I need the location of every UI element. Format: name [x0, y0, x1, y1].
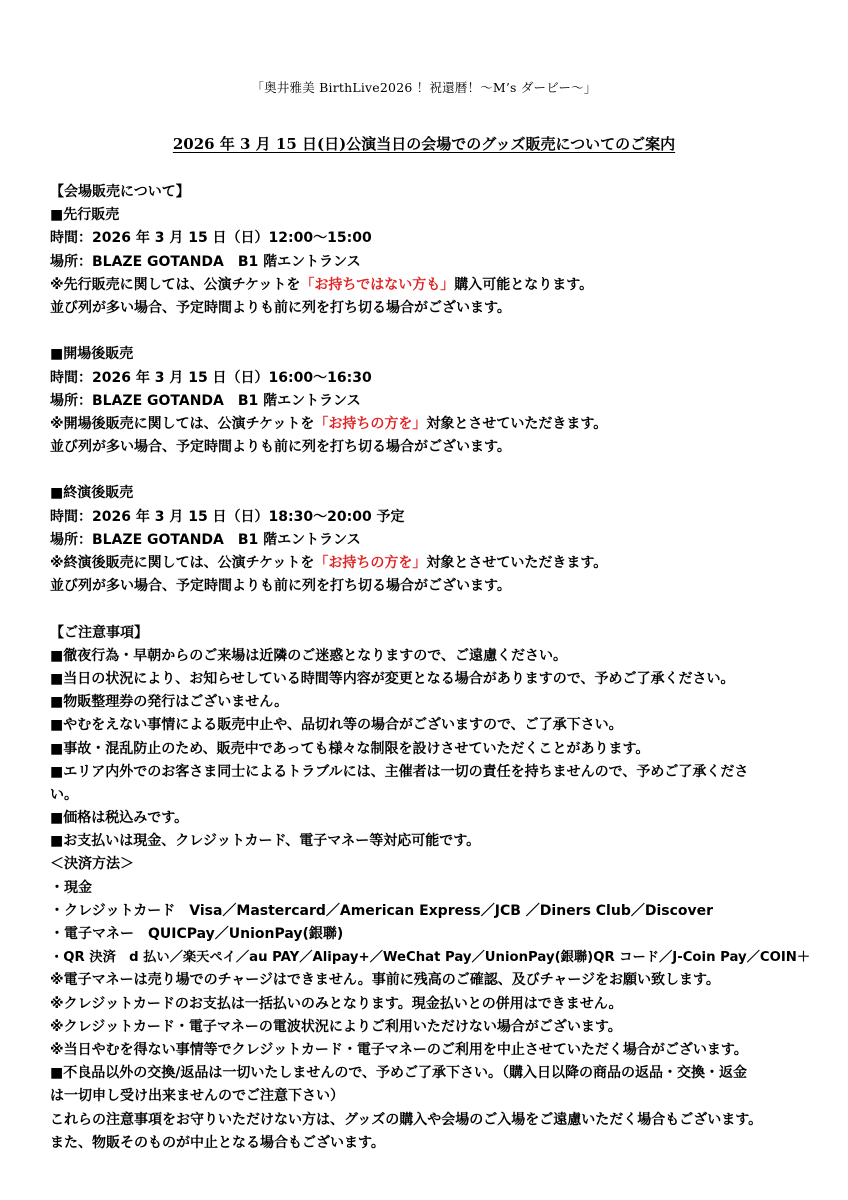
presale-note-pre: ※先行販売に関しては、公演チケットを	[50, 276, 301, 293]
presale-note-highlight: 「お持ちではない方も」	[300, 276, 455, 293]
after-show-note-pre: ※終演後販売に関しては、公演チケットを	[50, 555, 315, 571]
payment-note: ※電子マネーは売り場でのチャージはできません。事前に残高のご確認、及びチャージをお願い致します。	[50, 972, 720, 989]
presale-time: 時間：2026 年 3 月 15 日（日）12:00～15:00	[50, 230, 372, 247]
closing-note: また、物販そのものが中止となる場合もございます。	[50, 1134, 385, 1151]
after-open-ticket-note	[50, 413, 820, 436]
closing-note: これらの注意事項をお守りいただけない方は、グッズの購入や会場のご入場をご遠慮いただく場合もございます。	[50, 1111, 763, 1128]
note-item: ■やむをえない事情による販売中止や、品切れ等の場合がございますので、ご了承下さい。	[50, 717, 623, 734]
presale-note-post: 購入可能となります。	[454, 276, 594, 293]
payment-method-item: ・現金	[50, 879, 92, 896]
after-show-note-post: 対象とさせていただきます。	[426, 555, 608, 571]
note-item: ■当日の状況により、お知らせしている時間等内容が変更となる場合がありますので、予めご了承ください。	[50, 670, 735, 687]
note-item: い。	[50, 786, 78, 803]
document-heading-text: 2026 年 3 月 15 日(日)公演当日の会場でのグッズ販売についてのご案内	[172, 135, 676, 153]
after-open-heading: ■開場後販売	[50, 346, 134, 363]
payment-method-item: ・QR 決済 d 払い／楽天ペイ／au PAY／Alipay+／WeChat Pay／UnionPay(銀聯)QR コード／J-Coin Pay／COIN＋	[50, 950, 811, 966]
after-show-heading: ■終演後販売	[50, 485, 134, 502]
note-item: ■事故・混乱防止のため、販売中であっても様々な制限を設けさせていただくことがあります。	[50, 740, 650, 757]
event-title: 「奥井雅美 BirthLive2026 ！祝還暦！～M’s ダービー～」	[251, 80, 597, 95]
document-heading	[0, 133, 848, 154]
payment-note: ■不良品以外の交換/返品は一切いたしませんので、予めご了承下さい。（購入日以降の商品の返品・交換・返金	[50, 1065, 748, 1082]
presale-place: 場所：BLAZE GOTANDA B1 階エントランス	[50, 253, 361, 270]
venue-sales-section-title: 【会場販売について】	[50, 184, 190, 200]
note-item: ■徹夜行為・早朝からのご来場は近隣のご迷惑となりますので、ご遠慮ください。	[50, 647, 567, 664]
notes-section-title: 【ご注意事項】	[50, 624, 148, 641]
after-show-place: 場所：BLAZE GOTANDA B1 階エントランス	[50, 531, 361, 548]
after-open-note-post: 対象とさせていただきます。	[426, 415, 608, 432]
after-open-time: 時間：2026 年 3 月 15 日（日）16:00～16:30	[50, 369, 372, 386]
document-body	[50, 181, 820, 1155]
after-show-time: 時間：2026 年 3 月 15 日（日）18:30～20:00 予定	[50, 508, 405, 525]
after-open-note-pre: ※開場後販売に関しては、公演チケットを	[50, 415, 315, 432]
spacer	[50, 598, 820, 621]
spacer	[50, 459, 820, 482]
after-show-note-highlight: 「お持ちの方を」	[314, 555, 427, 571]
payment-methods-title: ＜決済方法＞	[50, 856, 134, 873]
payment-method-item: ・クレジットカード Visa／Mastercard／American Express／JCB ／Diners Club／Discover	[50, 902, 714, 919]
note-item: ■エリア内外でのお客さま同士によるトラブルには、主催者は一切の責任を持ちませんので、予めご了承くださ	[50, 763, 749, 780]
note-item: ■お支払いは現金、クレジットカード、電子マネー等対応可能です。	[50, 833, 481, 850]
after-open-queue-note: 並び列が多い場合、予定時間よりも前に列を打ち切る場合がございます。	[50, 439, 511, 456]
spacer	[50, 320, 820, 343]
note-item: ■物販整理券の発行はございません。	[50, 694, 289, 711]
presale-ticket-note	[50, 274, 820, 297]
after-show-ticket-note	[50, 552, 820, 575]
note-item: ■価格は税込みです。	[50, 810, 189, 827]
payment-note: ※クレジットカード・電子マネーの電波状況によりご利用いただけない場合がございます。	[50, 1018, 622, 1035]
after-open-place: 場所：BLAZE GOTANDA B1 階エントランス	[50, 392, 361, 409]
after-open-note-highlight: 「お持ちの方を」	[314, 415, 427, 432]
presale-heading: ■先行販売	[50, 207, 120, 224]
after-show-queue-note: 並び列が多い場合、予定時間よりも前に列を打ち切る場合がございます。	[50, 578, 511, 595]
presale-queue-note: 並び列が多い場合、予定時間よりも前に列を打ち切る場合がございます。	[50, 299, 511, 316]
payment-note: ※クレジットカードのお支払は一括払いのみとなります。現金払いとの併用はできません。	[50, 995, 623, 1012]
payment-note: ※当日やむを得ない事情等でクレジットカード・電子マネーのご利用を中止させていただく場合がございます。	[50, 1041, 748, 1058]
payment-note: は一切申し受け出来ませんのでご注意下さい）	[50, 1088, 344, 1105]
payment-method-item: ・電子マネー QUICPay／UnionPay(銀聯)	[50, 926, 344, 942]
